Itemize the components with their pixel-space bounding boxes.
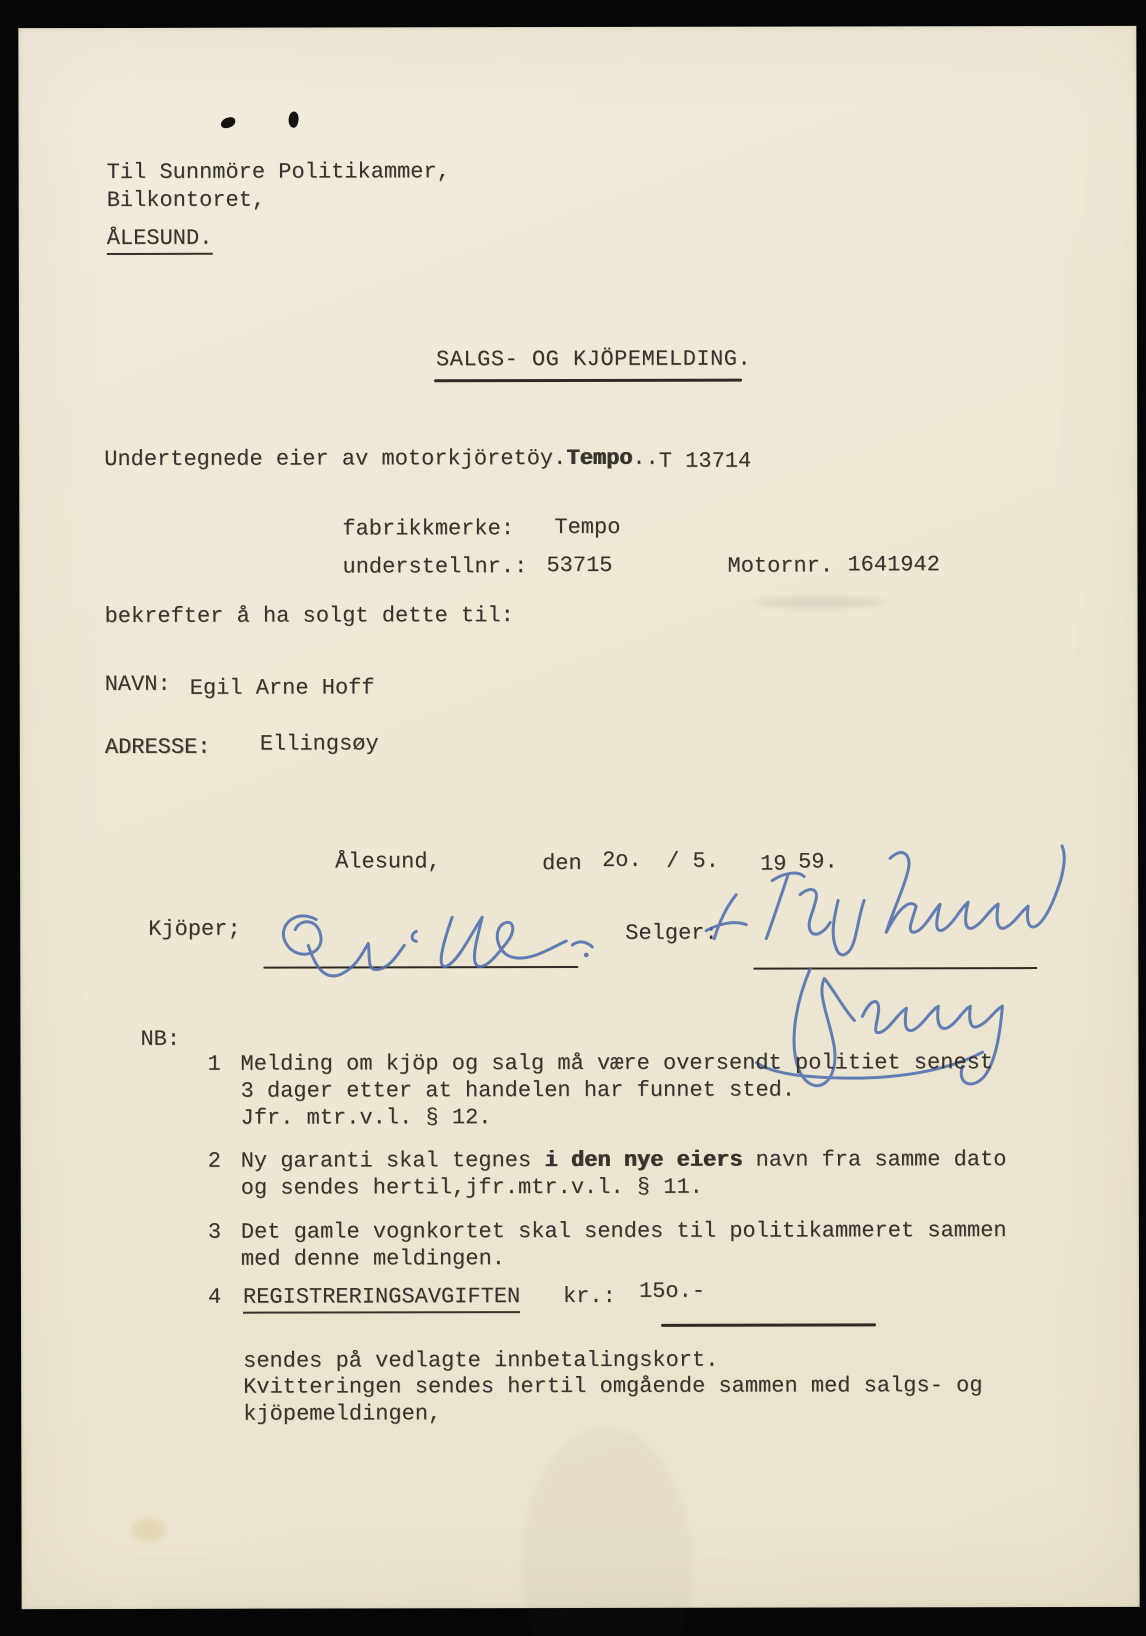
date-day: 2o. bbox=[602, 847, 642, 873]
nb-item-4-amount: 15o.- bbox=[638, 1278, 706, 1304]
title-underline bbox=[434, 379, 742, 383]
seller-label: Selger: bbox=[625, 920, 718, 946]
nb-item-1-line-1: Melding om kjöp og salg må være oversendt politiet senest bbox=[240, 1050, 994, 1077]
chassis-value: 53715 bbox=[546, 552, 613, 579]
nb-item-1-number: 1 bbox=[207, 1051, 221, 1077]
intro-make: Tempo bbox=[566, 445, 633, 472]
name-value: Egil Arne Hoff bbox=[189, 675, 375, 701]
nb-footer-line-1: sendes på vedlagte innbetalingskort. bbox=[243, 1347, 719, 1374]
recipient-city bbox=[107, 225, 213, 252]
motor-label: Motornr. bbox=[727, 553, 834, 579]
nb-item-2-line-1-post: navn fra samme dato bbox=[742, 1147, 1007, 1173]
motor-value: 1641942 bbox=[847, 552, 940, 578]
nb-item-4-kr-label: kr.: bbox=[562, 1283, 616, 1310]
recipient-line-1: Til Sunnmöre Politikammer, bbox=[106, 159, 450, 185]
intro-prefix: Undertegnede eier av motorkjöretöy. bbox=[104, 446, 567, 472]
make-label: fabrikkmerke: bbox=[342, 516, 515, 542]
date-year-prefix: 19 bbox=[760, 851, 787, 877]
nb-item-2-line-2: og sendes hertil,jfr.mtr.v.l. § 11. bbox=[240, 1174, 703, 1201]
document-page bbox=[18, 26, 1139, 1609]
date-prefix: den bbox=[542, 850, 582, 877]
intro-line bbox=[104, 445, 751, 473]
address-value: Ellingsøy bbox=[259, 731, 379, 757]
recipient-city-text: ÅLESUND. bbox=[107, 226, 213, 255]
nb-footer-line-2: Kvitteringen sendes hertil omgående sammen med salgs- og bbox=[243, 1373, 983, 1400]
intro-dots: .. bbox=[632, 445, 659, 471]
nb-footer-line-3: kjöpemeldingen, bbox=[243, 1401, 442, 1427]
amount-underline bbox=[661, 1323, 876, 1326]
nb-item-1-line-3: Jfr. mtr.v.l. § 12. bbox=[240, 1105, 492, 1131]
chassis-label: understellnr.: bbox=[342, 554, 528, 580]
name-label: NAVN: bbox=[104, 671, 171, 697]
nb-item-3-line-2: med denne meldingen. bbox=[240, 1246, 505, 1272]
address-label: ADRESSE: bbox=[104, 734, 211, 760]
date-month: / 5. bbox=[666, 848, 719, 874]
nb-item-2-line-1 bbox=[241, 1146, 1007, 1175]
nb-item-4-number: 4 bbox=[207, 1284, 222, 1310]
nb-item-4-title bbox=[243, 1283, 520, 1311]
ink-blot-left bbox=[219, 116, 236, 130]
paper-stain bbox=[131, 1518, 165, 1542]
date-place: Ålesund, bbox=[335, 849, 441, 875]
confirm-line: bekrefter å ha solgt dette til: bbox=[104, 603, 514, 629]
buyer-label: Kjöper; bbox=[148, 916, 241, 942]
intro-regnr: T 13714 bbox=[658, 448, 752, 474]
nb-item-3-number: 3 bbox=[207, 1219, 222, 1245]
registration-fee-title: REGISTRERINGSAVGIFTEN bbox=[243, 1284, 520, 1314]
recipient-line-2: Bilkontoret, bbox=[106, 187, 266, 213]
nb-item-3-line-1: Det gamle vognkortet skal sendes til politikammeret sammen bbox=[240, 1218, 1007, 1245]
scan-smear bbox=[521, 1427, 692, 1636]
nb-item-2-line-1-pre: Ny garanti skal tegnes bbox=[240, 1148, 545, 1174]
make-value: Tempo bbox=[554, 514, 621, 541]
nb-item-2-number: 2 bbox=[207, 1148, 221, 1174]
nb-item-2-line-1-bold: i den nye eiers bbox=[544, 1147, 743, 1174]
document-title: SALGS- OG KJÖPEMELDING. bbox=[436, 346, 752, 373]
nb-item-1-line-2: 3 dager etter at handelen har funnet sted. bbox=[240, 1077, 796, 1104]
buyer-signature bbox=[220, 875, 600, 1006]
pencil-smudge bbox=[755, 596, 885, 608]
nb-label: NB: bbox=[140, 1026, 181, 1052]
date-year: 59. bbox=[798, 849, 838, 875]
ink-blot-right bbox=[287, 111, 300, 128]
